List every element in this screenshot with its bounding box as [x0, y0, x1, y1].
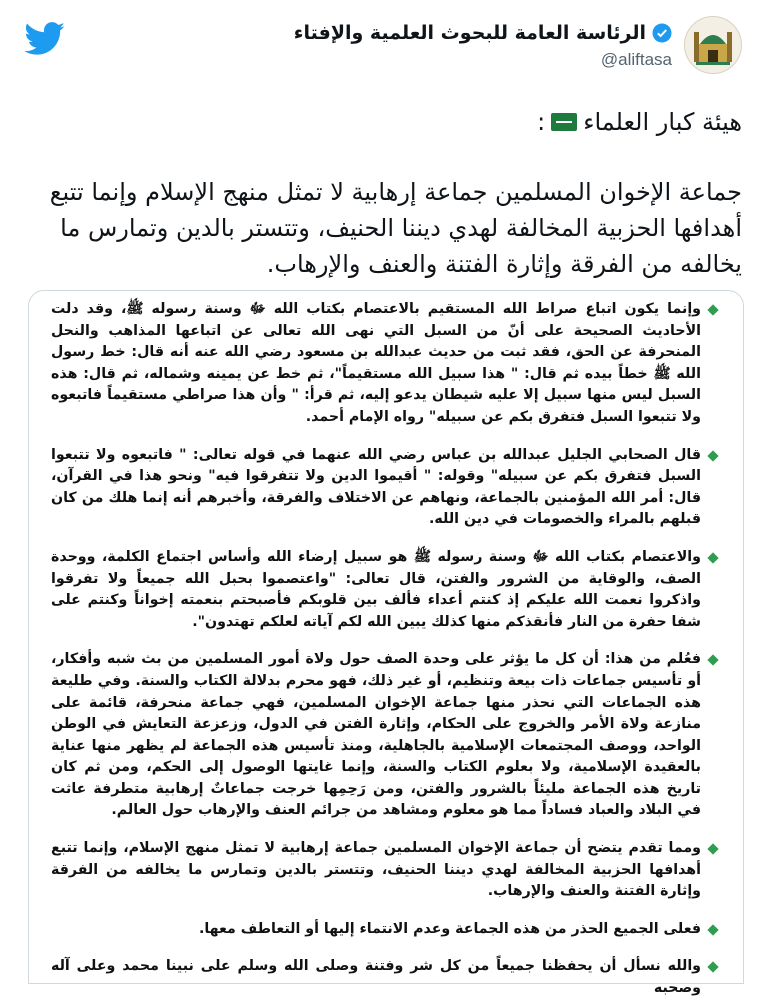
paragraph-text: فعُلم من هذا: أن كل ما يؤثر على وحدة الصف حول ولاة أمور المسلمين من بث شبه وأفكار، أو تأسيس جماعات ذات بيعة وتنظيم، أو غير ذلك، فهو محرم بدلالة الكتاب والسنة. وفي طليعة هذه الجماعات التي نحذر منها جماعة الإخوان المسلمين، فهي جماعة منحرفة، قائمة على منازعة ولاة الأمر والخروج على الحكام، وإثارة الفتن في الدول، وزعزعة التعايش في الوطن الواحد، ووصف المجتمعات الإسلامية بالجاهلية، ومنذ تأسيس هذه الجماعة لم يظهر منها عناية بالعقيدة الإسلامية، ولا بعلوم الكتاب والسنة، وإنما غايتها الوصول إلى الحكم، ومن ثم كان تاريخ هذه الجماعة مليئاً بالشرور والفتن، ومن رَحِمِها خرجت جماعاتٌ إرهابية متطرفة عاثت في البلاد والعباد فساداً مما هو معلوم ومشاهد من جرائم العنف والإرهاب حول العالم.: [51, 651, 701, 819]
tweet-header: [294, 16, 742, 74]
document-paragraph: [51, 919, 717, 941]
green-diamond-bullet-icon: [707, 304, 718, 315]
author-display-name[interactable]: الرئاسة العامة للبحوث العلمية والإفتاء: [293, 22, 646, 44]
attached-image[interactable]: [28, 290, 744, 997]
document-paragraph: [51, 649, 717, 822]
tweet-intro-text: هيئة كبار العلماء: [583, 108, 742, 136]
green-diamond-bullet-icon: [707, 843, 718, 854]
avatar[interactable]: [684, 16, 742, 74]
green-diamond-bullet-icon: [707, 450, 718, 461]
paragraph-text: والله نسأل أن يحفظنا جميعاً من كل شر وفتنة وصلى الله وسلم على نبينا محمد وعلى آله وصحبه: [51, 958, 701, 997]
green-diamond-bullet-icon: [707, 962, 718, 973]
document-paragraph: [51, 956, 717, 999]
tweet-intro-colon: :: [537, 108, 546, 136]
paragraph-text: فعلى الجميع الحذر من هذه الجماعة وعدم الانتماء إليها أو التعاطف معها.: [198, 920, 701, 937]
document-paragraph: [51, 445, 717, 531]
document-paragraph: [51, 299, 717, 429]
green-diamond-bullet-icon: [707, 924, 718, 935]
paragraph-text: وإنما يكون اتباع صراط الله المستقيم بالاعتصام بكتاب الله ﷻ وسنة رسوله ﷺ، وقد دلت الأحاديث الصحيحة على أنّ من السبل التي نهى الله تعالى عن اتباعها المذاهب والنحل المنحرفة عن الحق، فقد ثبت من حديث عبدالله بن مسعود رضي الله عنه أنه قال: خط رسول الله ﷺ خطاً بيده ثم قال: " هذا سبيل الله مستقيماً"، ثم خط عن يمينه وشماله، ثم قال: هذه السبل ليس منها سبيل إلا عليه شيطان يدعو إليه، ثم قرأ: " وأن هذا صراطي مستقيماً فاتبعوه ولا تتبعوا السبل فتفرق بكم عن سبيله" رواه الإمام أحمد.: [51, 301, 701, 425]
document-paragraph: [51, 547, 717, 633]
statement-document: [29, 291, 743, 1000]
paragraph-text: قال الصحابي الجليل عبدالله بن عباس رضي الله عنهما في قوله تعالى: " فاتبعوه ولا تتبعوا السبل فتفرق بكم عن سبيله" وقوله: " أقيموا الدين ولا تتفرقوا فيه" ونحو هذا في القرآن، قال: أمر الله المؤمنين بالجماعة، ونهاهم عن الاختلاف والفرقة، وأخبرهم أنه إنما هلك من كان قبلهم بالمراء والخصومات في دين الله.: [51, 446, 701, 528]
saudi-flag-icon: [551, 113, 577, 131]
green-diamond-bullet-icon: [707, 655, 718, 666]
tweet-text: جماعة الإخوان المسلمين جماعة إرهابية لا تمثل منهج الإسلام وإنما تتبع أهدافها الحزبية المخالفة لهدي ديننا الحنيف، وتتستر بالدين وتمارس ما يخالفه من الفرقة وإثارة الفتنة والعنف والإرهاب.: [49, 178, 742, 278]
twitter-bird-icon[interactable]: [24, 22, 66, 56]
author-handle[interactable]: @aliftasa: [600, 50, 672, 69]
green-diamond-bullet-icon: [707, 552, 718, 563]
mosque-logo-icon: [690, 22, 736, 68]
paragraph-text: والاعتصام بكتاب الله ﷻ وسنة رسوله ﷺ هو سبيل إرضاء الله وأساس اجتماع الكلمة، ووحدة الصف، والوقاية من الشرور والفتن، قال تعالى: "واعتصموا بحبل الله جميعاً ولا تفرقوا واذكروا نعمت الله عليكم إذ كنتم أعداء فألف بين قلوبكم فأصبحتم بنعمته إخواناً وكنتم على شفا حفرة من النار فأنقذكم منها كذلك يبين الله لكم آياته لعلكم تهتدون".: [51, 548, 701, 630]
paragraph-text: ومما تقدم يتضح أن جماعة الإخوان المسلمين جماعة إرهابية لا تمثل منهج الإسلام، وإنما تتبع أهدافها الحزبية المخالفة لهدي ديننا الحنيف، وتتستر بالدين وتمارس ما يخالفه من الفرقة وإثارة الفتنة والعنف والإرهاب.: [51, 840, 701, 900]
verified-badge-icon: [652, 23, 672, 43]
document-paragraph: [51, 838, 717, 903]
tweet-intro: [537, 108, 742, 136]
